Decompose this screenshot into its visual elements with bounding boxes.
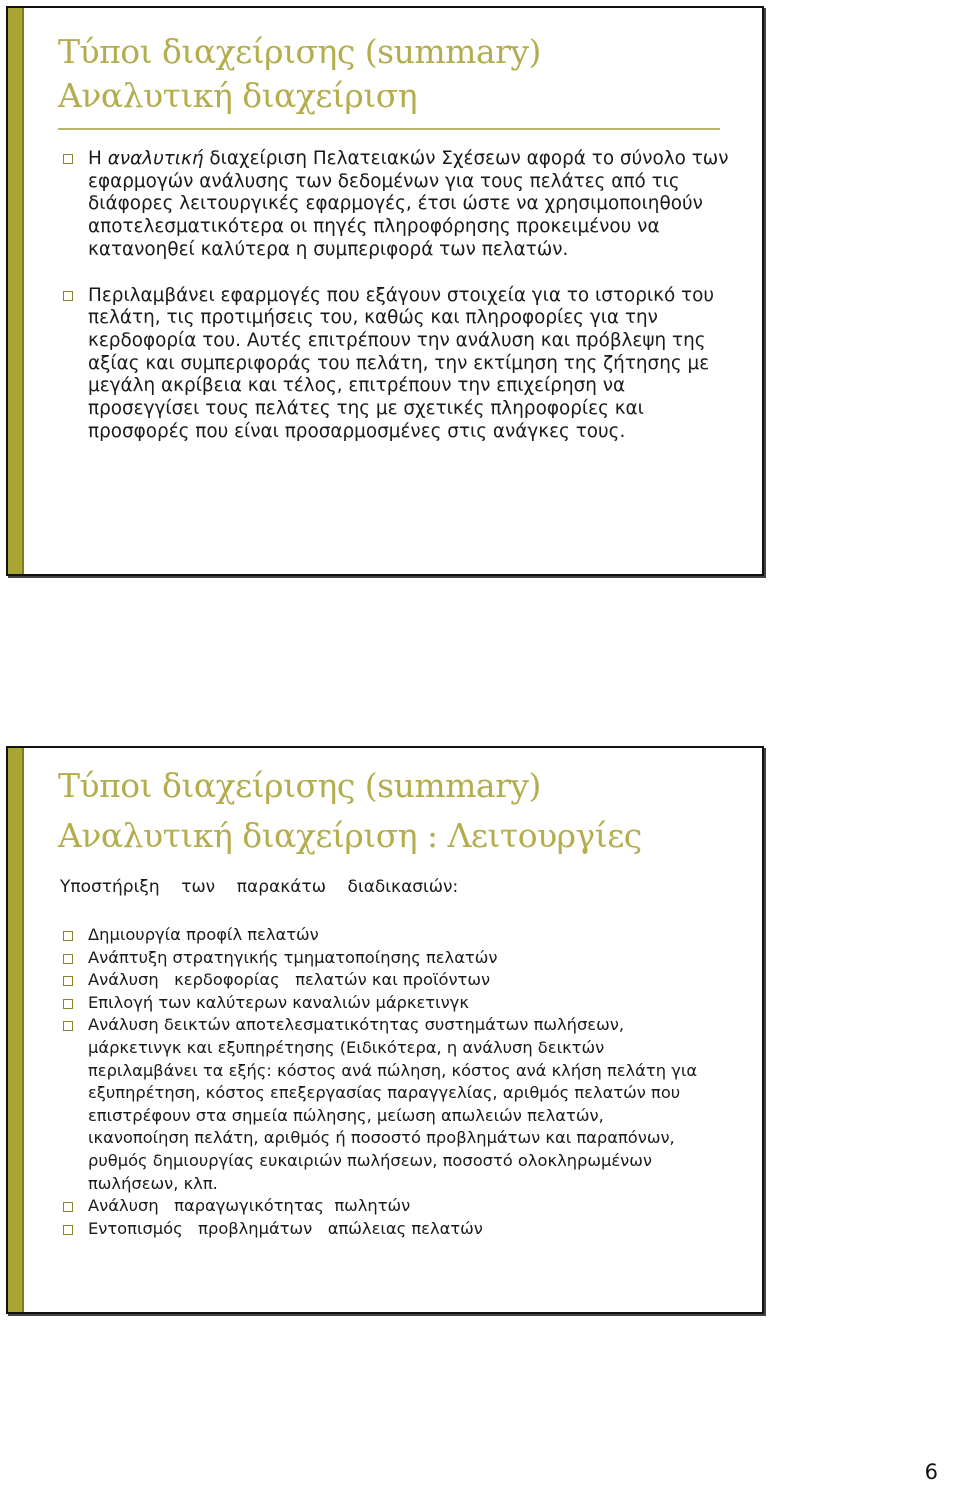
bullet-item xyxy=(58,148,730,262)
list-item-text: Ανάλυση δεικτών αποτελεσματικότητας συστημάτων πωλήσεων, μάρκετινγκ και εξυπηρέτησης (Ειδικότερα, η ανάλυση δεικτών περιλαμβάνει τα εξής: κόστος ανά πώληση, κόστος ανά κλήση πελάτη για εξυπηρέτηση, κόστος επεξεργασίας παραγγελίας, αριθμός πελατών που επιστρέφουν στα σημεία πώλησης, μείωση απωλειών πελατών, ικανοποίηση πελάτη, αριθμός ή ποσοστό προβλημάτων και παραπόνων, ρυθμός δημιουργίας ευκαιριών πωλήσεων, ποσοστό ολοκληρωμένων πωλήσεων, κλπ. xyxy=(88,1015,698,1193)
square-bullet-icon xyxy=(63,1225,73,1235)
list-item xyxy=(58,992,698,1015)
bullet-text-rest: διαχείριση Πελατειακών Σχέσεων αφορά το σύνολο των εφαρμογών ανάλυσης των δεδομένων για τους πελάτες από τις διάφορες λειτουργικές εφαρμογές, έτσι ώστε να χρησιμοποιηθούν αποτελεσματικότερα οι πηγές πληροφόρησης προκειμένου να κατανοηθεί καλύτερα η συμπεριφορά των πελατών. xyxy=(88,148,729,260)
slide-accent-stripe xyxy=(8,8,22,574)
page-number: 6 xyxy=(924,1460,938,1484)
bullet-text-prefix: Η xyxy=(88,148,108,169)
slide-1 xyxy=(6,6,764,576)
bullet-list xyxy=(58,148,730,443)
title-line-1: Τύποι διαχείρισης (summary) xyxy=(58,32,541,71)
bullet-text-emphasis: αναλυτική xyxy=(107,148,204,169)
list-item-text: Ανάλυση κερδοφορίας πελατών και προϊόντων xyxy=(88,970,491,990)
slide-2 xyxy=(6,746,764,1314)
slide-title xyxy=(58,30,541,118)
list-item-text: Ανάλυση παραγωγικότητας πωλητών xyxy=(88,1196,411,1216)
square-bullet-icon xyxy=(63,999,73,1009)
square-bullet-icon xyxy=(63,931,73,941)
list-item-text: Επιλογή των καλύτερων καναλιών μάρκετινγκ xyxy=(88,992,469,1012)
list-item-text: Ανάπτυξη στρατηγικής τμηματοποίησης πελατών xyxy=(88,947,498,967)
square-bullet-icon xyxy=(63,1202,73,1212)
function-list xyxy=(58,924,698,1240)
square-bullet-icon xyxy=(63,954,73,964)
bullet-text: Περιλαμβάνει εφαρμογές που εξάγουν στοιχεία για το ιστορικό του πελάτη, τις προτιμήσεις του, καθώς και πληροφορίες για την κερδοφορία του. Αυτές επιτρέπουν την ανάλυση και πρόβλεψη της αξίας και συμπεριφοράς του πελάτη, την εκτίμηση της ζήτησης με μεγάλη ακρίβεια και τέλος, επιτρέπουν την επιχείρηση να προσεγγίσει τους πελάτες της με σχετικές πληροφορίες και προσφορές που είναι προσαρμοσμένες στις ανάγκες τους. xyxy=(88,284,715,442)
title-line-2: Αναλυτική διαχείριση : Λειτουργίες xyxy=(58,816,642,855)
list-item-text: Δημιουργία προφίλ πελατών xyxy=(88,925,319,944)
slide-accent-stripe xyxy=(8,748,22,1312)
list-item xyxy=(58,969,698,992)
list-item xyxy=(58,924,698,947)
list-item xyxy=(58,1014,698,1195)
title-line-2: Αναλυτική διαχείριση xyxy=(58,76,417,115)
square-bullet-icon xyxy=(63,154,73,164)
title-line-1: Τύποι διαχείρισης (summary) xyxy=(58,766,541,805)
title-divider xyxy=(58,128,720,130)
slide-title xyxy=(58,764,642,858)
intro-text: Υποστήριξη των παρακάτω διαδικασιών: xyxy=(60,877,459,897)
list-item-text: Εντοπισμός προβλημάτων απώλειας πελατών xyxy=(88,1218,483,1238)
bullet-item xyxy=(58,285,730,444)
square-bullet-icon xyxy=(63,976,73,986)
square-bullet-icon xyxy=(63,1021,73,1031)
list-item xyxy=(58,947,698,970)
list-item xyxy=(58,1218,698,1241)
list-item xyxy=(58,1195,698,1218)
square-bullet-icon xyxy=(63,291,73,301)
